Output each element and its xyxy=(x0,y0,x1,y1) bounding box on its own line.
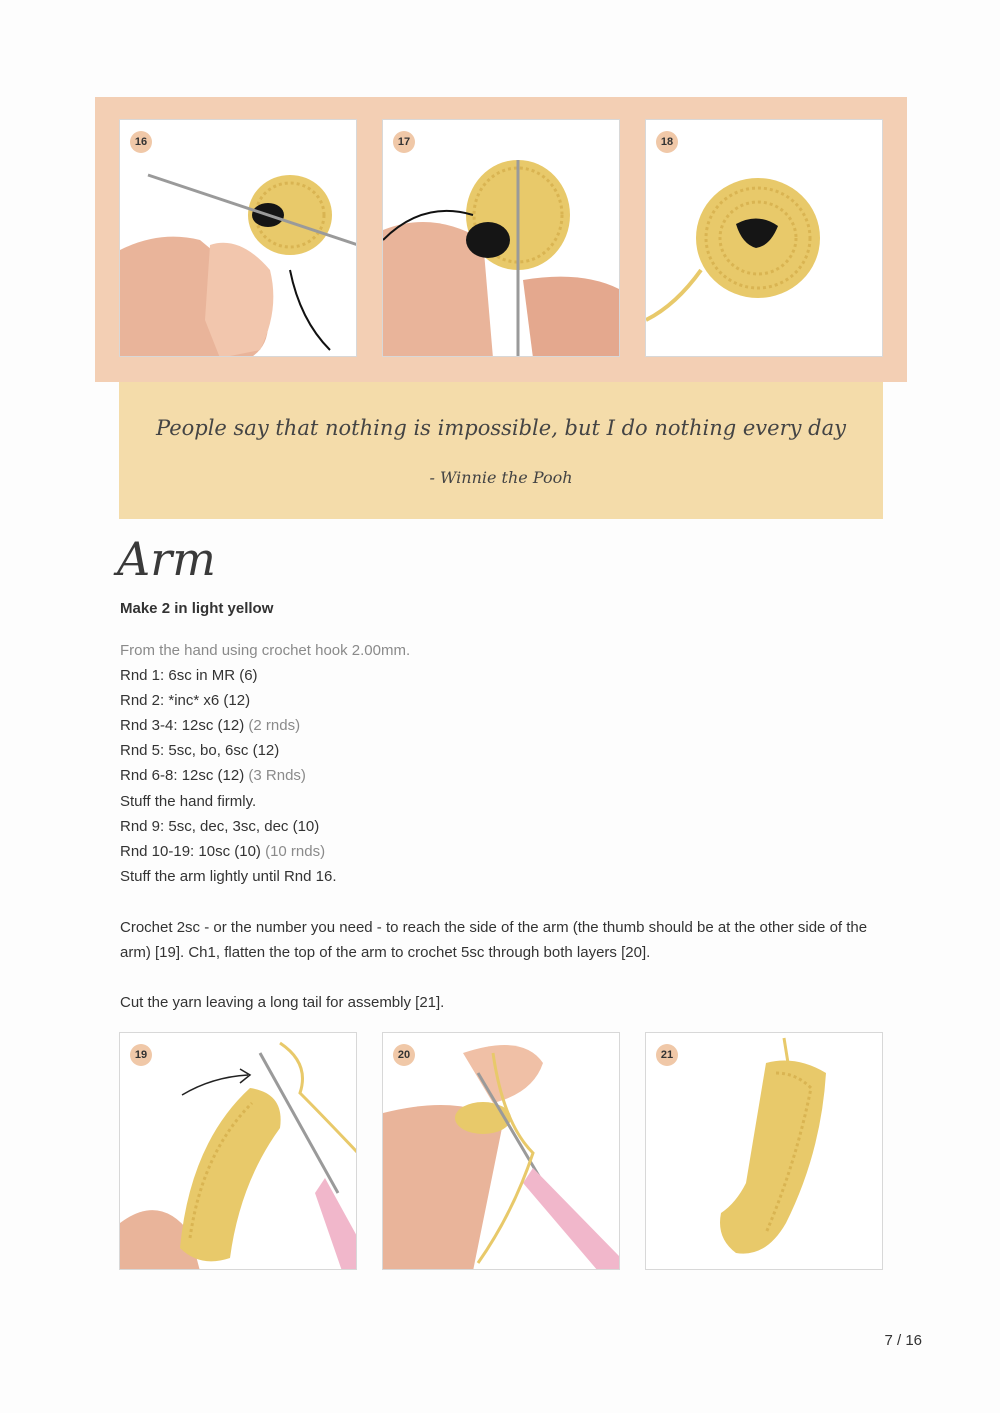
photo-17-illustration xyxy=(383,120,620,357)
round-line: Stuff the hand firmly. xyxy=(120,792,257,810)
round-line: Rnd 5: 5sc, bo, 6sc (12) xyxy=(120,742,280,760)
photo-step-16 xyxy=(119,119,357,357)
instructions-intro: From the hand using crochet hook 2.00mm. xyxy=(120,642,411,659)
photo-step-17 xyxy=(382,119,620,357)
round-line: Rnd 1: 6sc in MR (6) xyxy=(120,667,258,685)
instructions-paragraph-1: Crochet 2sc - or the number you need - to reach the side of the arm (the thumb should be at the other side of the arm) [19]. Ch1, flatten the top of the arm to crochet 5sc through both layers [20]. xyxy=(120,919,868,961)
photo-20-illustration xyxy=(383,1033,620,1270)
photo-step-19 xyxy=(119,1032,357,1270)
step-badge: 16 xyxy=(130,131,152,153)
step-badge: 17 xyxy=(393,131,415,153)
section-subtitle: Make 2 in light yellow xyxy=(120,600,274,617)
round-line: Rnd 6-8: 12sc (12) (3 Rnds) xyxy=(120,767,306,785)
quote-author: - Winnie the Pooh xyxy=(429,468,573,487)
photo-19-illustration xyxy=(120,1033,357,1270)
instructions-paragraph-2: Cut the yarn leaving a long tail for assembly [21]. xyxy=(120,994,445,1011)
step-badge: 19 xyxy=(130,1044,152,1066)
pattern-instructions xyxy=(120,638,890,889)
round-line: Stuff the arm lightly until Rnd 16. xyxy=(120,867,337,885)
step-badge: 21 xyxy=(656,1044,678,1066)
round-line: Rnd 2: *inc* x6 (12) xyxy=(120,692,251,710)
photo-21-illustration xyxy=(646,1033,883,1270)
step-badge: 20 xyxy=(393,1044,415,1066)
round-line: Rnd 9: 5sc, dec, 3sc, dec (10) xyxy=(120,817,320,835)
photo-18-illustration xyxy=(646,120,883,357)
photo-step-18 xyxy=(645,119,883,357)
round-line: Rnd 3-4: 12sc (12) (2 rnds) xyxy=(120,717,301,735)
photo-16-illustration xyxy=(120,120,357,357)
step-badge: 18 xyxy=(656,131,678,153)
page-number: 7 / 16 xyxy=(884,1332,922,1349)
photo-step-20 xyxy=(382,1032,620,1270)
quote-text: People say that nothing is impossible, but I do nothing every day xyxy=(156,416,846,440)
section-title: Arm xyxy=(117,532,216,586)
photo-step-21 xyxy=(645,1032,883,1270)
round-line: Rnd 10-19: 10sc (10) (10 rnds) xyxy=(120,842,326,860)
quote-box xyxy=(119,382,883,519)
